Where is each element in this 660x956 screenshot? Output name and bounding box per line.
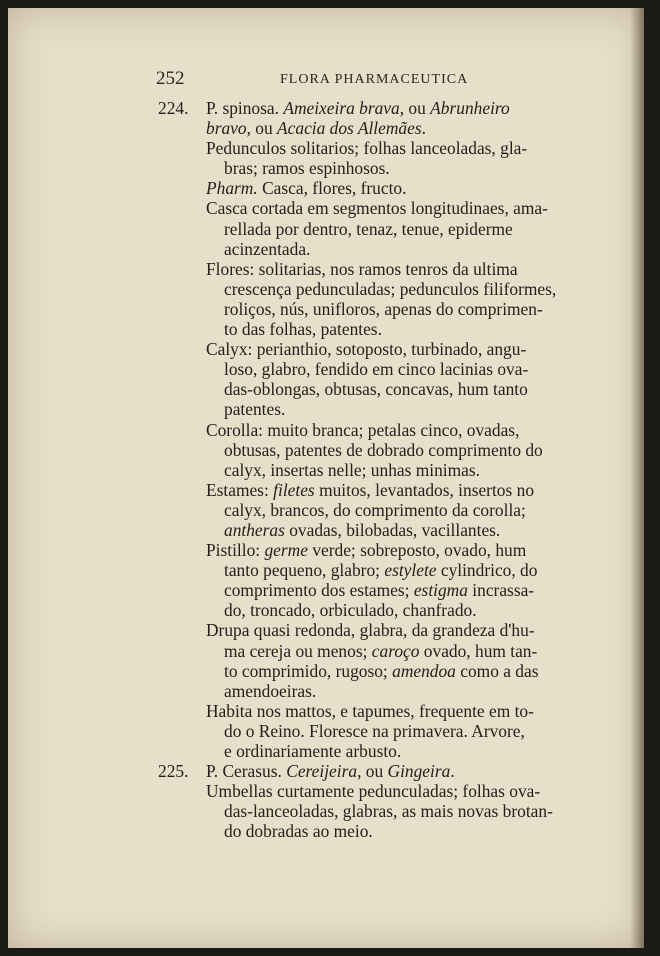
text-line: acinzentada. xyxy=(224,238,311,259)
page-number: 252 xyxy=(156,68,185,89)
book-page xyxy=(8,8,644,948)
text-line: antheras ovadas, bilobadas, vacillantes. xyxy=(224,519,501,540)
entry-number: 225. xyxy=(158,761,189,782)
page-header xyxy=(156,68,496,96)
entry-number: 224. xyxy=(158,98,189,118)
text-line: bras; ramos espinhosos. xyxy=(224,158,390,179)
text-line: amendoeiras. xyxy=(224,680,317,701)
text-line: loso, glabro, fendido em cinco lacinias ova- xyxy=(224,359,529,380)
text-line: tanto pequeno, glabro; estylete cylindrico, do xyxy=(224,560,538,581)
text-line: Flores: solitarias, nos ramos tenros da ultima xyxy=(206,258,518,279)
text-line: rellada por dentro, tenaz, tenue, epiderme xyxy=(224,218,513,239)
text-line: Calyx: perianthio, sotoposto, turbinado, angu- xyxy=(206,339,527,360)
text-line: to das folhas, patentes. xyxy=(224,319,382,340)
body-text xyxy=(158,98,614,841)
text-line: do, troncado, orbiculado, chanfrado. xyxy=(224,600,477,621)
text-line: crescença pedunculadas; pedunculos filiformes, xyxy=(224,278,557,299)
entry-224-line: 224. P. spinosa. Ameixeira brava, ou Abrunheiro xyxy=(158,98,510,118)
text-line: ma cereja ou menos; caroço ovado, hum tan- xyxy=(224,640,538,661)
running-title: FLORA PHARMACEUTICA xyxy=(280,72,469,87)
text-line: bravo, ou Acacia dos Allemães. xyxy=(206,118,426,139)
text-line: Drupa quasi redonda, glabra, da grandeza d'hu- xyxy=(206,620,535,641)
text-line: to comprimido, rugoso; amendoa como a das xyxy=(224,660,539,681)
text-line: calyx, insertas nelle; unhas minimas. xyxy=(224,459,480,480)
text-line: Casca cortada em segmentos longitudinaes, ama- xyxy=(206,198,548,219)
text-line: obtusas, patentes de dobrado comprimento do xyxy=(224,439,543,460)
text-line: Pharm. Casca, flores, fructo. xyxy=(206,178,407,199)
text-line: Pedunculos solitarios; folhas lanceoladas, gla- xyxy=(206,138,528,159)
text-line: patentes. xyxy=(224,399,286,420)
text-line: e ordinariamente arbusto. xyxy=(224,741,402,761)
text-line: do dobradas ao meio. xyxy=(224,821,373,842)
text-line: do o Reino. Floresce na primavera. Arvore, xyxy=(224,720,525,741)
text-line: Umbellas curtamente pedunculadas; folhas ova- xyxy=(206,781,541,802)
page-spine-shadow xyxy=(630,8,644,948)
text-line: Habita nos mattos, e tapumes, frequente em to- xyxy=(206,700,534,721)
entry-225-line: 225. P. Cerasus. Cereijeira, ou Gingeira. xyxy=(158,761,455,782)
text-line: das-lanceoladas, glabras, as mais novas brotan- xyxy=(224,801,553,822)
text-line: roliços, nús, unifloros, apenas do comprimen- xyxy=(224,298,543,319)
text-line: Estames: filetes muitos, levantados, insertos no xyxy=(206,479,535,500)
text-line: das-oblongas, obtusas, concavas, hum tanto xyxy=(224,379,528,400)
text-line: Pistillo: germe verde; sobreposto, ovado, hum xyxy=(206,540,527,561)
text-line: calyx, brancos, do comprimento da corolla; xyxy=(224,499,526,520)
text-line: Corolla: muito branca; petalas cinco, ovadas, xyxy=(206,419,520,440)
text-line: comprimento dos estames; estigma incrassa- xyxy=(224,580,535,601)
